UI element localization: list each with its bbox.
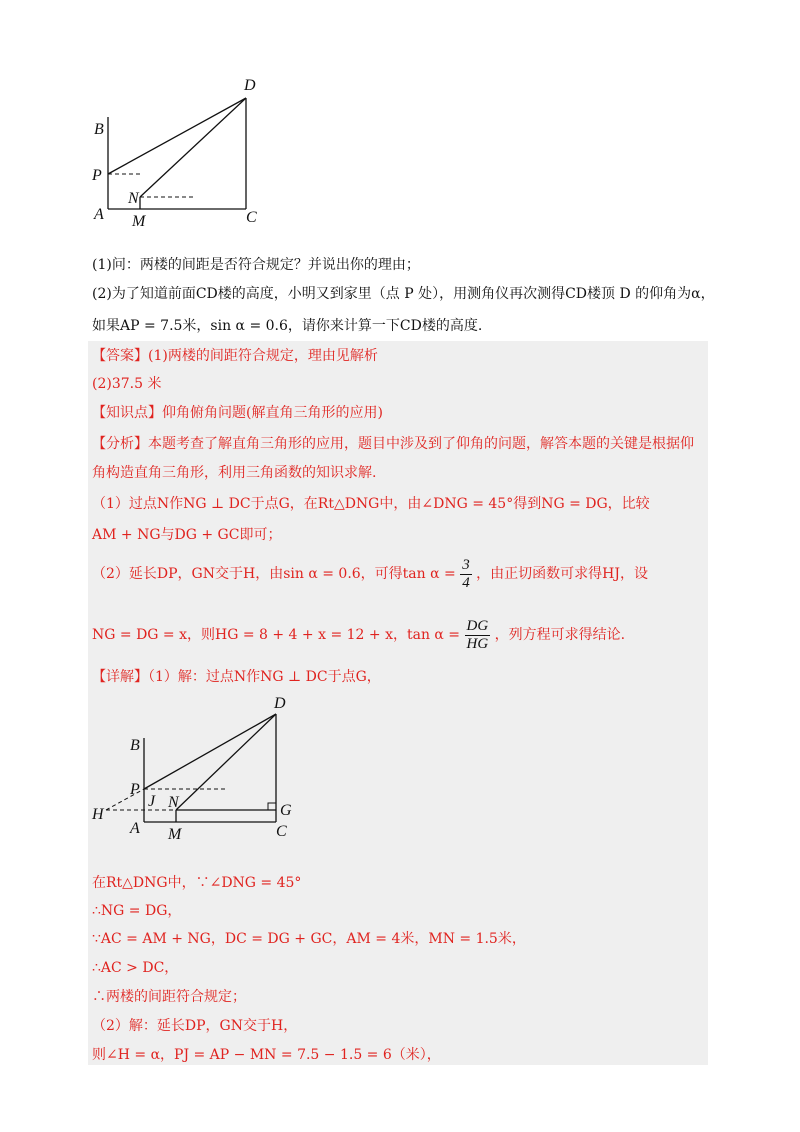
detail-step-6: （2）解：延长DP，GN交于H，: [92, 1018, 298, 1034]
knowledge-line: [92, 403, 383, 423]
answer-line-1: [92, 346, 378, 366]
label-j: J: [148, 793, 156, 810]
label-n: N: [168, 794, 179, 811]
label-m: M: [132, 213, 146, 230]
label-a: A: [94, 206, 104, 223]
detail-intro: （1）解：过点N作NG ⊥ DC于点G，: [148, 669, 381, 685]
answer-1: (1)两楼的间距符合规定，理由见解析: [148, 348, 378, 364]
answer-2: (2)37.5 米: [92, 376, 162, 392]
analysis-p3: [92, 617, 625, 653]
fraction-numerator: 3: [462, 556, 470, 573]
detail-label: 【详解】: [92, 669, 148, 685]
analysis-p2: [92, 556, 648, 592]
fraction-3-4: [460, 557, 472, 592]
analysis-p1-line-1: （1）过点N作NG ⊥ DC于点G，在Rt△DNG中，由∠DNG = 45°得到NG = DG，比较: [92, 496, 650, 512]
label-b: B: [94, 121, 104, 138]
question-2-line-2: 如果AP = 7.5米，sin α = 0.6，请你来计算一下CD楼的高度.: [92, 318, 483, 334]
detail-step-5: ∴两楼的间距符合规定；: [92, 989, 246, 1005]
label-g: G: [280, 802, 292, 819]
label-d: D: [244, 77, 256, 94]
label-c: C: [246, 209, 257, 226]
label-c: C: [276, 823, 287, 840]
fraction-numerator: DG: [466, 617, 489, 634]
question-1: (1)问：两楼的间距是否符合规定？并说出你的理由；: [92, 257, 420, 273]
figure-2: [86, 690, 306, 850]
figure-1: [86, 72, 276, 232]
analysis-p2-pre: （2）延长DP，GN交于H，由sin α = 0.6，可得tan α =: [92, 566, 456, 582]
detail-step-3: ∵AC = AM + NG，DC = DG + GC，AM = 4米，MN = 1.5米，: [92, 931, 526, 947]
analysis-p3-pre: NG = DG = x，则HG = 8 + 4 + x = 12 + x，tan α =: [92, 627, 461, 643]
question-2-line-1: (2)为了知道前面CD楼的高度，小明又到家里（点 P 处），用测角仪再次测得CD楼顶 D 的仰角为α，: [92, 286, 715, 302]
label-d: D: [274, 695, 286, 712]
label-h: H: [92, 806, 104, 823]
detail-line-1: [92, 667, 381, 687]
knowledge-text: 仰角俯角问题(解直角三角形的应用): [162, 405, 383, 421]
detail-step-7: 则∠H = α，PJ = AP − MN = 7.5 − 1.5 = 6（米），: [92, 1047, 441, 1063]
label-p: P: [92, 167, 102, 184]
detail-step-4: ∴AC > DC，: [92, 960, 179, 976]
analysis-p3-post: ，列方程可求得结论.: [494, 627, 626, 643]
label-p: P: [130, 781, 140, 798]
fraction-dg-hg: [465, 618, 491, 653]
fraction-denominator: 4: [462, 574, 470, 591]
analysis-p2-post: ，由正切函数可求得HJ，设: [476, 566, 648, 582]
answer-label: 【答案】: [92, 348, 148, 364]
knowledge-label: 【知识点】: [92, 405, 162, 421]
analysis-p1-line-2: AM + NG与DG + GC即可；: [92, 527, 282, 543]
label-m: M: [168, 826, 182, 843]
analysis-label: 【分析】: [92, 436, 148, 452]
analysis-text-1: 本题考查了解直角三角形的应用，题目中涉及到了仰角的问题，解答本题的关键是根据仰: [148, 436, 694, 452]
detail-step-2: ∴NG = DG，: [92, 903, 182, 919]
label-n: N: [128, 190, 139, 207]
analysis-line-2: 角构造直角三角形，利用三角函数的知识求解.: [92, 465, 377, 481]
label-b: B: [130, 737, 140, 754]
fraction-denominator: HG: [466, 635, 489, 652]
analysis-line-1: [92, 434, 694, 454]
detail-step-1: 在Rt△DNG中，∵∠DNG = 45°: [92, 875, 302, 891]
label-a: A: [130, 820, 140, 837]
